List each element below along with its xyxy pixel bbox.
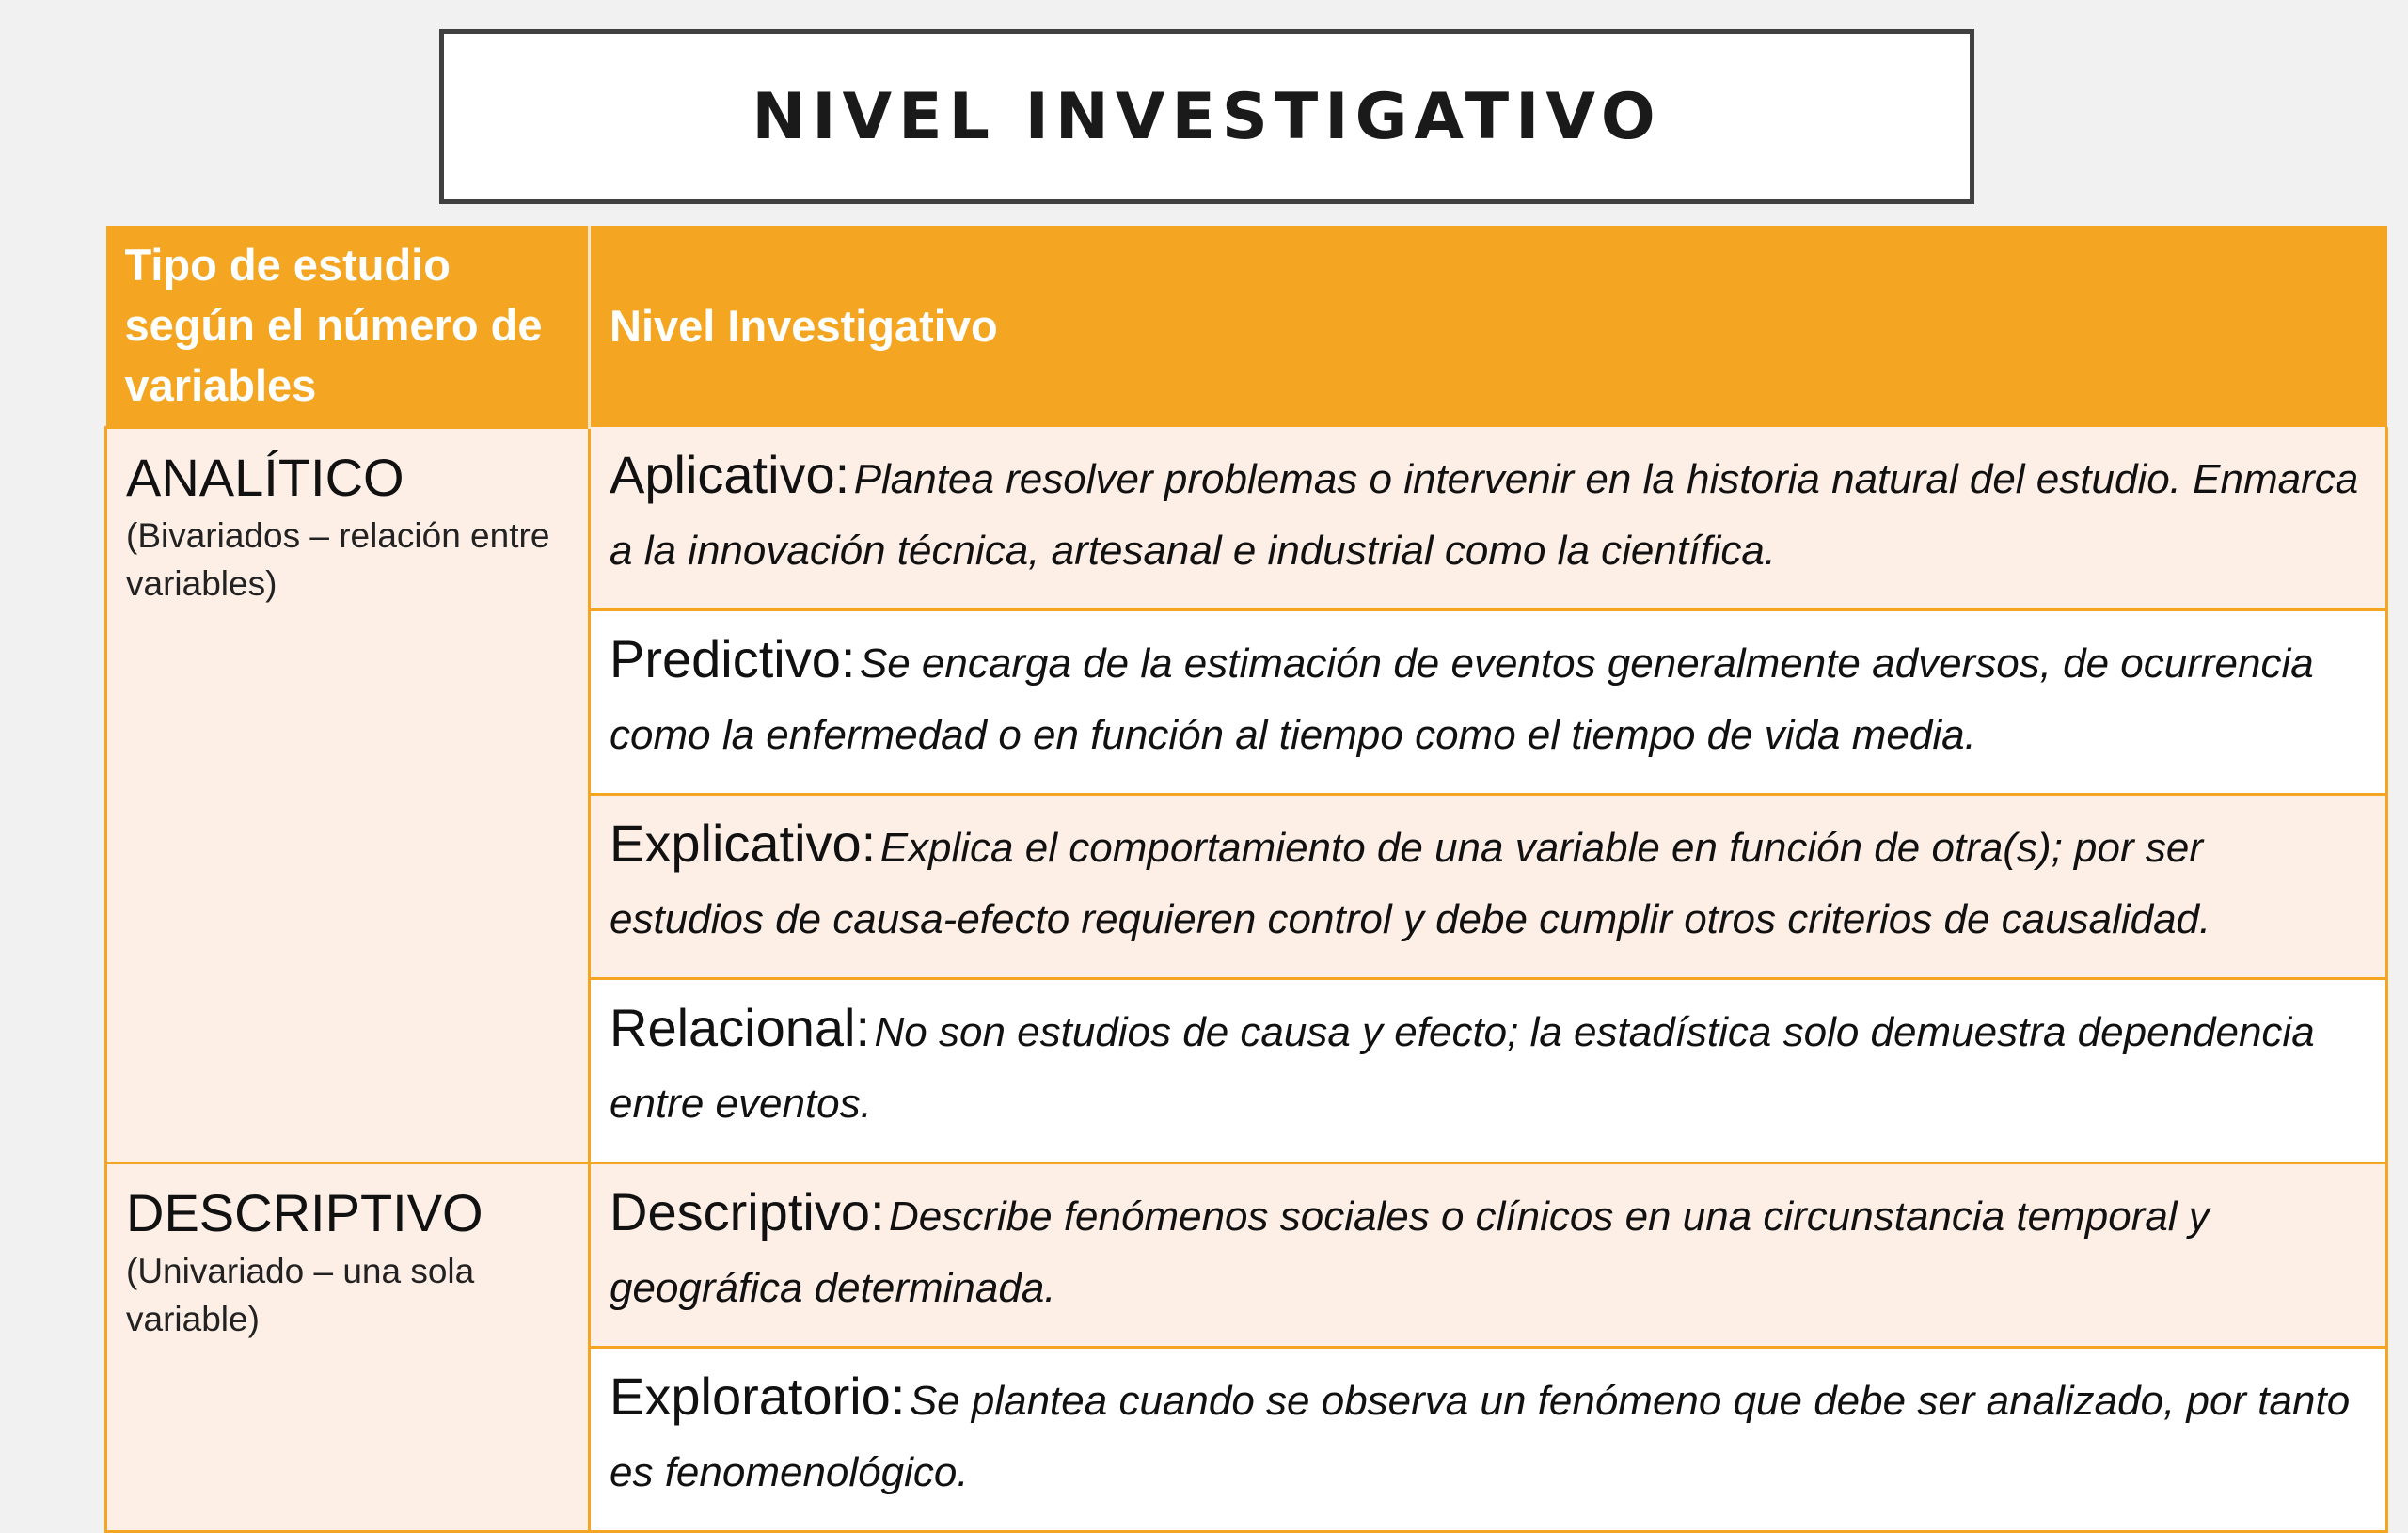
table-header-row bbox=[106, 226, 2387, 427]
header-study-type: Tipo de estudio según el número de variables bbox=[106, 226, 590, 427]
page-title: NIVEL INVESTIGATIVO bbox=[752, 79, 1662, 154]
table-row bbox=[106, 427, 2387, 610]
level-description: Plantea resolver problemas o intervenir en la historia natural del estudio. Enmarca a la innovación técnica, artesanal e industrial como la científica. bbox=[610, 456, 2359, 574]
type-cell-descriptivo bbox=[106, 1163, 590, 1532]
level-name: Exploratorio: bbox=[610, 1367, 906, 1426]
level-name: Aplicativo: bbox=[610, 445, 850, 504]
level-description: Describe fenómenos sociales o clínicos en una circunstancia temporal y geográfica determinada. bbox=[610, 1193, 2210, 1311]
level-cell-predictivo bbox=[590, 610, 2387, 795]
levels-table bbox=[104, 226, 2388, 1533]
title-box bbox=[439, 29, 1974, 204]
type-name: DESCRIPTIVO bbox=[126, 1183, 483, 1242]
level-cell-descriptivo bbox=[590, 1163, 2387, 1348]
level-name: Descriptivo: bbox=[610, 1182, 885, 1241]
level-name: Explicativo: bbox=[610, 814, 877, 873]
level-name: Relacional: bbox=[610, 998, 871, 1057]
type-description: (Bivariados – relación entre variables) bbox=[126, 515, 550, 603]
level-description: Se plantea cuando se observa un fenómeno que debe ser analizado, por tanto es fenomenológico. bbox=[610, 1378, 2351, 1495]
level-cell-aplicativo bbox=[590, 427, 2387, 610]
level-cell-exploratorio bbox=[590, 1348, 2387, 1532]
level-description: Explica el comportamiento de una variable en función de otra(s); por ser estudios de causa-efecto requieren control y debe cumplir otros criterios de causalidad. bbox=[610, 825, 2211, 942]
type-name: ANALÍTICO bbox=[126, 447, 404, 507]
type-description: (Univariado – una sola variable) bbox=[126, 1252, 475, 1338]
header-research-level: Nivel Investigativo bbox=[590, 226, 2387, 427]
level-description: No son estudios de causa y efecto; la estadística solo demuestra dependencia entre eventos. bbox=[610, 1009, 2315, 1127]
level-cell-relacional bbox=[590, 979, 2387, 1163]
level-name: Predictivo: bbox=[610, 629, 856, 688]
table-row bbox=[106, 1163, 2387, 1348]
type-cell-analitico bbox=[106, 427, 590, 1163]
level-cell-explicativo bbox=[590, 795, 2387, 979]
level-description: Se encarga de la estimación de eventos generalmente adversos, de ocurrencia como la enfermedad o en función al tiempo como el tiempo de vida media. bbox=[610, 640, 2314, 758]
